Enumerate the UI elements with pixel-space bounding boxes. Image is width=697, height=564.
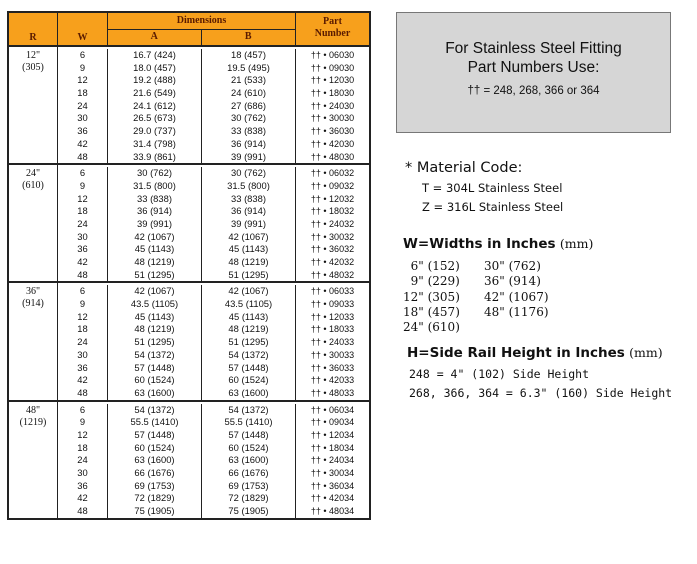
dim-b-cell: 19.5 (495) [202, 62, 296, 75]
dim-b-cell: 30 (762) [202, 167, 296, 180]
dim-a-cell: 30 (762) [108, 167, 202, 180]
table-row [58, 180, 369, 193]
part-number-cell: †† • 09033 [310, 299, 355, 310]
dim-a-cell: 45 (1143) [108, 243, 202, 256]
table-row [58, 205, 369, 218]
part-number-cell: †† • 18030 [310, 88, 355, 99]
part-number-cell: †† • 30033 [310, 349, 355, 360]
dim-a-cell: 33.9 (861) [108, 151, 202, 164]
width-cell: 9 [58, 180, 108, 193]
width-cell: 6 [58, 49, 108, 62]
dim-a-cell: 31.4 (798) [108, 138, 202, 151]
dim-b-cell: 24 (610) [202, 87, 296, 100]
width-cell: 12 [58, 429, 108, 442]
width-cell: 6 [58, 167, 108, 180]
width-entry: 30" (762) [484, 259, 541, 273]
width-cell: 48 [58, 151, 108, 164]
widths-list [403, 259, 603, 335]
dimensions-table [7, 11, 371, 520]
dim-a-cell: 63 (1600) [108, 454, 202, 467]
width-cell: 6 [58, 404, 108, 417]
table-row [58, 231, 369, 244]
table-row [58, 243, 369, 256]
part-number-cell: †† • 18034 [310, 442, 355, 453]
dim-b-cell: 33 (838) [202, 193, 296, 206]
dim-b-cell: 75 (1905) [202, 505, 296, 518]
width-entry: 12" (305) [403, 289, 460, 304]
dim-a-cell: 48 (1219) [108, 256, 202, 269]
radius-inches: 12" [25, 50, 41, 61]
radius-cell [9, 402, 58, 518]
table-row [58, 112, 369, 125]
radius-group [9, 402, 369, 518]
table-row [58, 336, 369, 349]
header-b: B [244, 31, 252, 42]
part-number-cell: †† • 09030 [310, 62, 355, 73]
widths-heading-units: (mm) [559, 236, 594, 251]
header-a: A [108, 30, 202, 45]
dim-b-cell: 48 (1219) [202, 256, 296, 269]
table-row [58, 454, 369, 467]
width-entry: 36" (914) [484, 274, 541, 289]
height-line-1: 248 = 4" (102) Side Height [409, 367, 590, 381]
table-row [58, 387, 369, 400]
width-cell: 36 [58, 362, 108, 375]
table-row [58, 323, 369, 336]
header-r: R [9, 13, 58, 45]
dim-a-cell: 48 (1219) [108, 323, 202, 336]
dim-a-cell: 57 (1448) [108, 362, 202, 375]
dim-b-cell: 27 (686) [202, 100, 296, 113]
part-number-cell: †† • 48030 [310, 151, 355, 162]
dim-b-cell: 18 (457) [202, 49, 296, 62]
width-cell: 18 [58, 87, 108, 100]
dim-a-cell: 42 (1067) [108, 285, 202, 298]
height-line-2: 268, 366, 364 = 6.3" (160) Side Height [409, 386, 673, 400]
dim-b-cell: 60 (1524) [202, 442, 296, 455]
height-section [407, 345, 672, 403]
radius-inches: 24" [25, 168, 41, 180]
table-row [58, 74, 369, 87]
part-number-cell: †† • 06033 [310, 286, 355, 297]
part-number-cell: †† • 30030 [310, 113, 355, 124]
dim-a-cell: 18.0 (457) [108, 62, 202, 75]
widths-row [403, 305, 603, 320]
part-number-cell: †† • 36034 [310, 480, 355, 491]
width-cell: 18 [58, 205, 108, 218]
header-w: W [58, 13, 108, 45]
part-number-cell: †† • 48034 [310, 506, 355, 517]
dim-b-cell: 31.5 (800) [202, 180, 296, 193]
table-row [58, 349, 369, 362]
dim-b-cell: 51 (1295) [202, 336, 296, 349]
dim-b-cell: 43.5 (1105) [202, 298, 296, 311]
table-row [58, 138, 369, 151]
widths-heading-label: W=Widths in Inches [403, 236, 556, 252]
widths-row [403, 290, 603, 305]
table-row [58, 480, 369, 493]
dim-b-cell: 36 (914) [202, 138, 296, 151]
table-row [58, 167, 369, 180]
width-cell: 36 [58, 243, 108, 256]
width-cell: 30 [58, 231, 108, 244]
part-number-cell: †† • 36030 [310, 126, 355, 137]
part-number-cell: †† • 42034 [310, 493, 355, 504]
part-number-cell: †† • 42030 [310, 138, 355, 149]
width-cell: 12 [58, 311, 108, 324]
width-cell: 42 [58, 374, 108, 387]
width-cell: 12 [58, 74, 108, 87]
dim-b-cell: 42 (1067) [202, 285, 296, 298]
dim-a-cell: 54 (1372) [108, 404, 202, 417]
header-dimensions-label: Dimensions [108, 13, 295, 30]
width-cell: 24 [58, 218, 108, 231]
dim-b-cell: 69 (1753) [202, 480, 296, 493]
part-number-cell: †† • 06034 [310, 404, 355, 415]
dim-b-cell: 21 (533) [202, 74, 296, 87]
table-row [58, 218, 369, 231]
dim-a-cell: 66 (1676) [108, 467, 202, 480]
dim-a-cell: 60 (1524) [108, 442, 202, 455]
radius-group [9, 165, 369, 283]
dim-a-cell: 31.5 (800) [108, 180, 202, 193]
table-row [58, 429, 369, 442]
dim-a-cell: 60 (1524) [108, 374, 202, 387]
table-row [58, 416, 369, 429]
table-row [58, 362, 369, 375]
note-title-line1: For Stainless Steel Fitting [445, 40, 622, 57]
table-row [58, 298, 369, 311]
part-number-cell: †† • 12034 [310, 429, 355, 440]
width-cell: 24 [58, 336, 108, 349]
height-heading-units: (mm) [629, 345, 663, 360]
header-dimensions [108, 13, 296, 45]
radius-group [9, 283, 369, 401]
dim-a-cell: 19.2 (488) [108, 74, 202, 87]
table-row [58, 311, 369, 324]
dim-b-cell: 54 (1372) [202, 404, 296, 417]
part-number-cell: †† • 36033 [310, 362, 355, 373]
dim-a-cell: 72 (1829) [108, 492, 202, 505]
dim-a-cell: 51 (1295) [108, 336, 202, 349]
material-heading: * Material Code: [405, 160, 523, 176]
width-entry: 24" (610) [403, 320, 460, 335]
part-number-cell: †† • 12030 [310, 75, 355, 86]
dim-b-cell: 57 (1448) [202, 362, 296, 375]
table-row [58, 269, 369, 282]
part-number-cell: †† • 12032 [310, 193, 355, 204]
table-row [58, 505, 369, 518]
table-row [58, 404, 369, 417]
part-number-cell: †† • 24030 [310, 100, 355, 111]
dim-b-cell: 33 (838) [202, 125, 296, 138]
part-number-cell: †† • 18032 [310, 206, 355, 217]
table-row [58, 62, 369, 75]
radius-mm: (1219) [19, 416, 47, 428]
header-part-number [296, 13, 369, 45]
dim-b-cell: 36 (914) [202, 205, 296, 218]
dim-b-cell: 51 (1295) [202, 269, 296, 282]
width-cell: 30 [58, 467, 108, 480]
widths-section [403, 236, 593, 252]
part-number-cell: †† • 42032 [310, 257, 355, 267]
dim-b-cell: 54 (1372) [202, 349, 296, 362]
dim-a-cell: 29.0 (737) [108, 125, 202, 138]
radius-mm: (305) [22, 62, 44, 73]
part-number-cell: †† • 36032 [310, 244, 355, 255]
dim-b-cell: 39 (991) [202, 151, 296, 164]
width-entry: 18" (457) [403, 304, 460, 319]
width-cell: 9 [58, 298, 108, 311]
width-entry: 48" (1176) [484, 304, 549, 319]
widths-row [403, 259, 603, 274]
dim-b-cell: 55.5 (1410) [202, 416, 296, 429]
dim-b-cell: 72 (1829) [202, 492, 296, 505]
part-number-cell: †† • 42033 [310, 375, 355, 386]
radius-mm: (610) [22, 180, 44, 192]
width-entry: 42" (1067) [484, 289, 549, 304]
header-part-line2: Number [314, 28, 351, 39]
width-cell: 18 [58, 442, 108, 455]
dim-a-cell: 45 (1143) [108, 311, 202, 324]
table-row [58, 87, 369, 100]
table-row [58, 467, 369, 480]
width-cell: 30 [58, 112, 108, 125]
dim-a-cell: 26.5 (673) [108, 112, 202, 125]
radius-inches: 48" [25, 404, 41, 416]
dim-b-cell: 42 (1067) [202, 231, 296, 244]
table-row [58, 374, 369, 387]
width-cell: 18 [58, 323, 108, 336]
table-row [58, 285, 369, 298]
width-cell: 12 [58, 193, 108, 206]
note-title-line2: Part Numbers Use: [467, 59, 600, 76]
table-row [58, 151, 369, 164]
dim-a-cell: 75 (1905) [108, 505, 202, 518]
part-number-cell: †† • 12033 [310, 311, 355, 322]
table-row [58, 193, 369, 206]
width-cell: 24 [58, 100, 108, 113]
width-cell: 36 [58, 480, 108, 493]
dim-b-cell: 39 (991) [202, 218, 296, 231]
material-section [405, 160, 563, 217]
dim-b-cell: 48 (1219) [202, 323, 296, 336]
dim-a-cell: 54 (1372) [108, 349, 202, 362]
dim-a-cell: 63 (1600) [108, 387, 202, 400]
table-row [58, 492, 369, 505]
width-cell: 48 [58, 387, 108, 400]
radius-cell [9, 283, 58, 399]
widths-row [403, 320, 603, 335]
width-cell: 42 [58, 138, 108, 151]
dim-b-cell: 57 (1448) [202, 429, 296, 442]
dim-b-cell: 66 (1676) [202, 467, 296, 480]
dim-a-cell: 69 (1753) [108, 480, 202, 493]
table-row [58, 442, 369, 455]
table-row [58, 49, 369, 62]
dim-a-cell: 55.5 (1410) [108, 416, 202, 429]
width-cell: 42 [58, 492, 108, 505]
dim-b-cell: 63 (1600) [202, 387, 296, 400]
width-cell: 42 [58, 256, 108, 269]
table-row [58, 100, 369, 113]
part-number-cell: †† • 24033 [310, 337, 355, 348]
width-cell: 48 [58, 269, 108, 282]
width-cell: 9 [58, 62, 108, 75]
material-line-2: Z = 316L Stainless Steel [422, 200, 564, 214]
dim-a-cell: 33 (838) [108, 193, 202, 206]
dim-a-cell: 42 (1067) [108, 231, 202, 244]
radius-group [9, 47, 369, 165]
width-entry: 9" (229) [403, 274, 460, 289]
material-line-1: T = 304L Stainless Steel [422, 181, 563, 195]
part-number-cell: †† • 09032 [310, 180, 355, 191]
note-codes: †† = 248, 268, 366 or 364 [467, 85, 600, 97]
header-part-line1: Part [323, 16, 342, 27]
width-cell: 9 [58, 416, 108, 429]
note-title [397, 39, 670, 77]
radius-cell [9, 165, 58, 281]
radius-mm: (914) [22, 298, 44, 310]
dim-b-cell: 60 (1524) [202, 374, 296, 387]
part-number-cell: †† • 30034 [310, 468, 355, 478]
width-entry: 6" (152) [403, 259, 460, 273]
table-row [58, 256, 369, 269]
part-number-cell: †† • 48033 [310, 387, 355, 398]
dim-a-cell: 51 (1295) [108, 269, 202, 282]
dim-b-cell: 45 (1143) [202, 311, 296, 324]
dim-a-cell: 24.1 (612) [108, 100, 202, 113]
width-cell: 36 [58, 125, 108, 138]
dim-a-cell: 16.7 (424) [108, 49, 202, 62]
part-number-cell: †† • 24034 [310, 455, 355, 466]
dim-b-cell: 30 (762) [202, 112, 296, 125]
width-cell: 6 [58, 285, 108, 298]
table-header [9, 13, 369, 47]
widths-row [403, 274, 603, 289]
part-number-cell: †† • 24032 [310, 218, 355, 229]
table-body [9, 47, 369, 518]
dim-b-cell: 63 (1600) [202, 454, 296, 467]
dim-a-cell: 43.5 (1105) [108, 298, 202, 311]
height-heading [407, 345, 672, 361]
dim-b-cell: 45 (1143) [202, 243, 296, 256]
dim-a-cell: 57 (1448) [108, 429, 202, 442]
part-number-cell: †† • 18033 [310, 324, 355, 335]
width-cell: 48 [58, 505, 108, 518]
dim-a-cell: 39 (991) [108, 218, 202, 231]
widths-heading [403, 236, 593, 252]
width-cell: 24 [58, 454, 108, 467]
stainless-note-box [396, 12, 671, 133]
part-number-cell: †† • 06030 [310, 50, 355, 60]
radius-cell [9, 47, 58, 163]
dim-a-cell: 21.6 (549) [108, 87, 202, 100]
dim-a-cell: 36 (914) [108, 205, 202, 218]
height-heading-label: H=Side Rail Height in Inches [407, 345, 625, 361]
part-number-cell: †† • 48032 [310, 269, 355, 280]
part-number-cell: †† • 06032 [310, 168, 355, 179]
table-row [58, 125, 369, 138]
radius-inches: 36" [25, 286, 41, 298]
part-number-cell: †† • 09034 [310, 417, 355, 428]
width-cell: 30 [58, 349, 108, 362]
part-number-cell: †† • 30032 [310, 231, 355, 242]
